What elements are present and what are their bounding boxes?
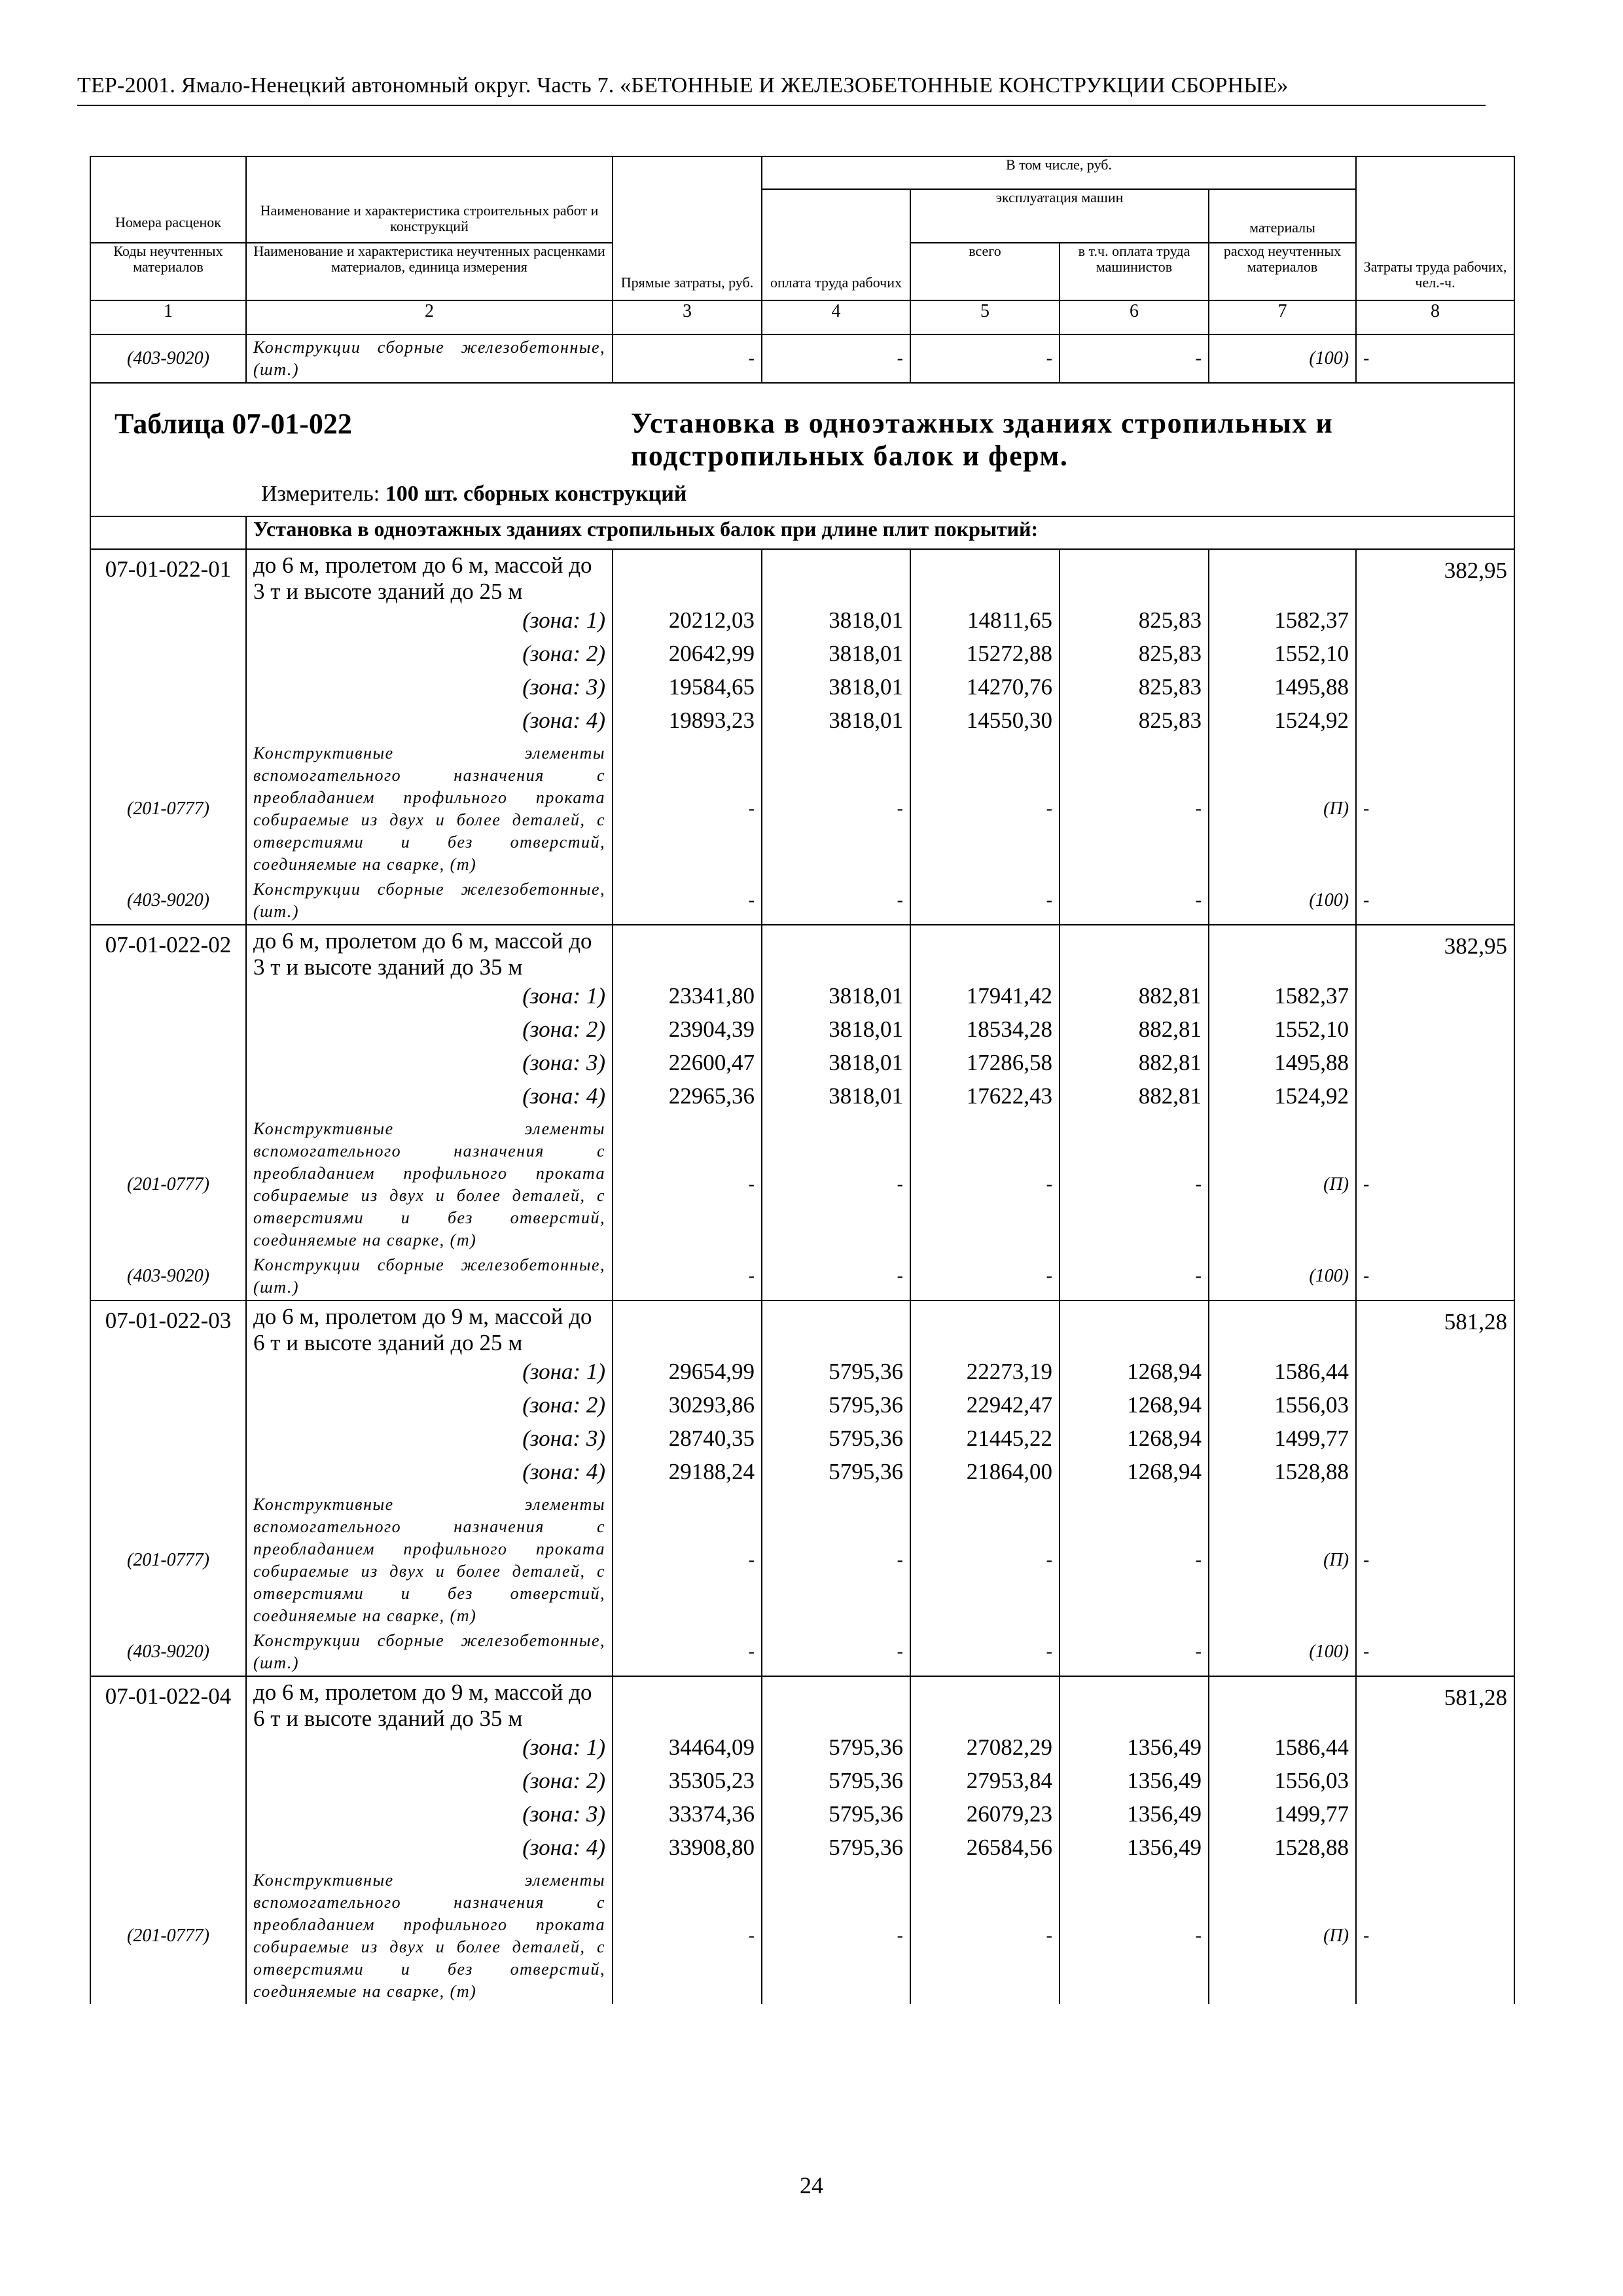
resource-c6: - (1060, 1117, 1209, 1253)
zone-c4: 3818,01 (762, 1050, 910, 1083)
resource-c5: - (910, 334, 1060, 383)
zone-label: (зона: 2) (246, 641, 613, 674)
header-col5: всего (910, 243, 1060, 300)
zone-c4: 5795,36 (762, 1801, 910, 1835)
resource-c5: - (910, 741, 1060, 877)
resource-name: Конструктивные элементы вспомогательного назначения с преобладанием профильного проката собираемые из двух и более деталей, с отверстиями и без отверстий, соединяемые на сварке, (т) (246, 741, 613, 877)
resource-c8: - (1356, 334, 1514, 383)
zone-label: (зона: 1) (246, 1359, 613, 1392)
zone-label: (зона: 2) (246, 1768, 613, 1801)
zone-c6: 882,81 (1060, 983, 1209, 1016)
resource-row (90, 1868, 1514, 2004)
zone-label: (зона: 1) (246, 983, 613, 1016)
header-col2-bottom: Наименование и характеристика неучтенных расценками материалов, единица измерения (246, 243, 613, 300)
resource-c3: - (613, 334, 762, 383)
zone-c7: 1499,77 (1209, 1426, 1356, 1459)
resource-row (90, 1492, 1514, 1628)
zone-c7: 1499,77 (1209, 1801, 1356, 1835)
zone-c4: 5795,36 (762, 1426, 910, 1459)
zone-c5: 18534,28 (910, 1016, 1060, 1050)
resource-name: Конструкции сборные железобетонные, (шт.) (246, 1628, 613, 1676)
resource-c8: - (1356, 1492, 1514, 1628)
section-heading: Установка в одноэтажных зданиях стропильных балок при длине плит покрытий: (246, 516, 1514, 549)
item-empty-cell (1060, 1300, 1209, 1359)
zone-c3: 22965,36 (613, 1083, 762, 1117)
header-rule (77, 105, 1486, 106)
item-code: 07-01-022-04 (90, 1676, 246, 1868)
item-name: до 6 м, пролетом до 6 м, массой до 3 т и высоте зданий до 25 м (246, 549, 613, 607)
column-number: 2 (246, 300, 613, 334)
resource-c7: (100) (1209, 877, 1356, 925)
zone-c3: 35305,23 (613, 1768, 762, 1801)
zone-c3: 23341,80 (613, 983, 762, 1016)
zone-c3: 19893,23 (613, 708, 762, 741)
item-empty-cell (1209, 1676, 1356, 1734)
zone-c6: 1268,94 (1060, 1426, 1209, 1459)
header-col1-top: Номера расценок (90, 156, 246, 243)
resource-c5: - (910, 1868, 1060, 2004)
item-empty-cell (613, 549, 762, 607)
item-empty-cell (762, 925, 910, 983)
zone-label: (зона: 4) (246, 708, 613, 741)
zone-c6: 1356,49 (1060, 1835, 1209, 1868)
column-number: 4 (762, 300, 910, 334)
item-labor: 581,28 (1356, 1676, 1514, 1868)
resource-code: (201-0777) (90, 1868, 246, 2004)
zone-c5: 14811,65 (910, 607, 1060, 641)
resource-c8: - (1356, 1253, 1514, 1300)
resource-c4: - (762, 1628, 910, 1676)
zone-label: (зона: 2) (246, 1392, 613, 1426)
measure-value: 100 шт. сборных конструкций (385, 482, 687, 506)
zone-c7: 1524,92 (1209, 1083, 1356, 1117)
item-empty-cell (910, 925, 1060, 983)
running-head: ТЕР-2001. Ямало-Ненецкий автономный округ. Часть 7. «БЕТОННЫЕ И ЖЕЛЕЗОБЕТОННЫЕ КОНСТРУКЦИИ СБОРНЫЕ» (77, 73, 1289, 98)
column-number: 6 (1060, 300, 1209, 334)
item-row (90, 1300, 1514, 1359)
zone-row (90, 1392, 1514, 1426)
zone-row (90, 708, 1514, 741)
measure-label: Измеритель: (261, 482, 385, 506)
resource-c7: (100) (1209, 1628, 1356, 1676)
zone-row (90, 1083, 1514, 1117)
price-table (90, 156, 1515, 2004)
zone-label: (зона: 3) (246, 1801, 613, 1835)
zone-c4: 3818,01 (762, 607, 910, 641)
resource-c3: - (613, 1868, 762, 2004)
resource-row (90, 1628, 1514, 1676)
resource-row (90, 1117, 1514, 1253)
header-col6: в т.ч. оплата труда машинистов (1060, 243, 1209, 300)
item-empty-cell (1060, 925, 1209, 983)
zone-c5: 14270,76 (910, 674, 1060, 708)
zone-c6: 825,83 (1060, 674, 1209, 708)
zone-c5: 22273,19 (910, 1359, 1060, 1392)
page-number: 24 (800, 2172, 823, 2198)
zone-c5: 26079,23 (910, 1801, 1060, 1835)
zone-c3: 23904,39 (613, 1016, 762, 1050)
zone-c4: 3818,01 (762, 1083, 910, 1117)
header-machines: эксплуатация машин (910, 189, 1209, 243)
zone-label: (зона: 4) (246, 1459, 613, 1492)
header-materials: материалы (1209, 189, 1356, 243)
table-title-row (90, 383, 1514, 516)
resource-c7: (П) (1209, 1868, 1356, 2004)
resource-code: (403-9020) (90, 877, 246, 925)
zone-row (90, 983, 1514, 1016)
resource-c7: (100) (1209, 1253, 1356, 1300)
zone-c7: 1528,88 (1209, 1835, 1356, 1868)
resource-name: Конструкции сборные железобетонные, (шт.) (246, 334, 613, 383)
resource-name: Конструктивные элементы вспомогательного назначения с преобладанием профильного проката собираемые из двух и более деталей, с отверстиями и без отверстий, соединяемые на сварке, (т) (246, 1117, 613, 1253)
item-labor: 382,95 (1356, 549, 1514, 741)
column-number: 8 (1356, 300, 1514, 334)
table-title: Установка в одноэтажных зданиях стропильных и подстропильных балок и ферм. (631, 407, 1334, 472)
resource-c6: - (1060, 334, 1209, 383)
zone-c5: 17286,58 (910, 1050, 1060, 1083)
zone-c7: 1556,03 (1209, 1768, 1356, 1801)
zone-row (90, 1801, 1514, 1835)
item-row (90, 549, 1514, 607)
resource-c8: - (1356, 1868, 1514, 2004)
resource-c4: - (762, 334, 910, 383)
zone-label: (зона: 3) (246, 1426, 613, 1459)
resource-c3: - (613, 1117, 762, 1253)
zone-c6: 1268,94 (1060, 1459, 1209, 1492)
zone-c6: 882,81 (1060, 1083, 1209, 1117)
zone-c7: 1528,88 (1209, 1459, 1356, 1492)
zone-c6: 1356,49 (1060, 1734, 1209, 1768)
item-empty-cell (613, 1300, 762, 1359)
resource-c8: - (1356, 1628, 1514, 1676)
zone-c4: 5795,36 (762, 1359, 910, 1392)
item-empty-cell (613, 925, 762, 983)
zone-row (90, 1016, 1514, 1050)
column-number: 5 (910, 300, 1060, 334)
price-sheet (90, 156, 1514, 2004)
header-col3: Прямые затраты, руб. (613, 156, 762, 300)
resource-c3: - (613, 1253, 762, 1300)
resource-c5: - (910, 877, 1060, 925)
zone-c7: 1552,10 (1209, 641, 1356, 674)
resource-c4: - (762, 1868, 910, 2004)
resource-c8: - (1356, 1117, 1514, 1253)
zone-label: (зона: 2) (246, 1016, 613, 1050)
resource-c3: - (613, 1492, 762, 1628)
resource-code: (403-9020) (90, 334, 246, 383)
resource-code: (403-9020) (90, 1628, 246, 1676)
zone-c7: 1586,44 (1209, 1359, 1356, 1392)
zone-c6: 1268,94 (1060, 1359, 1209, 1392)
zone-c7: 1582,37 (1209, 607, 1356, 641)
column-number-row (90, 300, 1514, 334)
resource-c5: - (910, 1117, 1060, 1253)
item-empty-cell (1209, 1300, 1356, 1359)
resource-code: (201-0777) (90, 1492, 246, 1628)
zone-c6: 1268,94 (1060, 1392, 1209, 1426)
resource-c6: - (1060, 1628, 1209, 1676)
zone-row (90, 607, 1514, 641)
zone-c5: 21445,22 (910, 1426, 1060, 1459)
zone-label: (зона: 3) (246, 674, 613, 708)
zone-c5: 17941,42 (910, 983, 1060, 1016)
resource-c4: - (762, 741, 910, 877)
header-col2-top: Наименование и характеристика строительных работ и конструкций (246, 156, 613, 243)
item-empty-cell (910, 1300, 1060, 1359)
resource-c5: - (910, 1628, 1060, 1676)
zone-c4: 5795,36 (762, 1835, 910, 1868)
zone-c7: 1495,88 (1209, 1050, 1356, 1083)
item-empty-cell (1060, 1676, 1209, 1734)
zone-c6: 825,83 (1060, 607, 1209, 641)
zone-c6: 1356,49 (1060, 1801, 1209, 1835)
resource-row (90, 741, 1514, 877)
item-empty-cell (762, 1300, 910, 1359)
zone-c5: 14550,30 (910, 708, 1060, 741)
column-number: 7 (1209, 300, 1356, 334)
zone-c3: 19584,65 (613, 674, 762, 708)
zone-c3: 20212,03 (613, 607, 762, 641)
zone-c5: 22942,47 (910, 1392, 1060, 1426)
resource-c4: - (762, 1253, 910, 1300)
item-labor: 382,95 (1356, 925, 1514, 1117)
zone-c6: 882,81 (1060, 1050, 1209, 1083)
zone-row (90, 1426, 1514, 1459)
item-row (90, 925, 1514, 983)
resource-c3: - (613, 1628, 762, 1676)
item-empty-cell (762, 1676, 910, 1734)
zone-row (90, 1768, 1514, 1801)
resource-c5: - (910, 1492, 1060, 1628)
resource-code: (403-9020) (90, 1253, 246, 1300)
resource-code: (201-0777) (90, 1117, 246, 1253)
zone-row (90, 1459, 1514, 1492)
item-code: 07-01-022-02 (90, 925, 246, 1117)
zone-row (90, 1734, 1514, 1768)
zone-c6: 825,83 (1060, 708, 1209, 741)
item-code: 07-01-022-03 (90, 1300, 246, 1492)
resource-name: Конструктивные элементы вспомогательного назначения с преобладанием профильного проката собираемые из двух и более деталей, с отверстиями и без отверстий, соединяемые на сварке, (т) (246, 1868, 613, 2004)
zone-c5: 21864,00 (910, 1459, 1060, 1492)
zone-row (90, 1835, 1514, 1868)
zone-c7: 1556,03 (1209, 1392, 1356, 1426)
resource-c8: - (1356, 741, 1514, 877)
table-number: Таблица 07-01-022 (115, 408, 352, 440)
zone-c6: 825,83 (1060, 641, 1209, 674)
item-labor: 581,28 (1356, 1300, 1514, 1492)
column-number: 1 (90, 300, 246, 334)
zone-c6: 1356,49 (1060, 1768, 1209, 1801)
zone-label: (зона: 3) (246, 1050, 613, 1083)
section-spacer (90, 516, 246, 549)
header-col1-bottom: Коды неучтенных материалов (90, 243, 246, 300)
resource-c4: - (762, 1117, 910, 1253)
item-name: до 6 м, пролетом до 6 м, массой до 3 т и высоте зданий до 35 м (246, 925, 613, 983)
resource-c5: - (910, 1253, 1060, 1300)
item-empty-cell (613, 1676, 762, 1734)
item-empty-cell (1209, 549, 1356, 607)
zone-c3: 22600,47 (613, 1050, 762, 1083)
item-empty-cell (910, 1676, 1060, 1734)
resource-c4: - (762, 1492, 910, 1628)
resource-c6: - (1060, 1868, 1209, 2004)
zone-c7: 1495,88 (1209, 674, 1356, 708)
resource-c7: (П) (1209, 741, 1356, 877)
zone-c7: 1586,44 (1209, 1734, 1356, 1768)
zone-label: (зона: 4) (246, 1835, 613, 1868)
zone-c4: 3818,01 (762, 1016, 910, 1050)
zone-c3: 33908,80 (613, 1835, 762, 1868)
column-number: 3 (613, 300, 762, 334)
resource-name: Конструктивные элементы вспомогательного назначения с преобладанием профильного проката собираемые из двух и более деталей, с отверстиями и без отверстий, соединяемые на сварке, (т) (246, 1492, 613, 1628)
resource-c6: - (1060, 741, 1209, 877)
resource-c3: - (613, 741, 762, 877)
zone-label: (зона: 1) (246, 607, 613, 641)
zone-c7: 1582,37 (1209, 983, 1356, 1016)
header-row-1 (90, 156, 1514, 189)
resource-c7: (100) (1209, 334, 1356, 383)
zone-label: (зона: 1) (246, 1734, 613, 1768)
zone-c5: 27953,84 (910, 1768, 1060, 1801)
zone-c3: 28740,35 (613, 1426, 762, 1459)
item-empty-cell (910, 549, 1060, 607)
zone-c5: 27082,29 (910, 1734, 1060, 1768)
zone-row (90, 1359, 1514, 1392)
zone-c3: 34464,09 (613, 1734, 762, 1768)
zone-c7: 1552,10 (1209, 1016, 1356, 1050)
table-title-cell (90, 383, 1514, 516)
table-title-block (98, 384, 1507, 516)
resource-row (90, 877, 1514, 925)
measure-line (261, 482, 687, 507)
zone-row (90, 674, 1514, 708)
zone-c3: 30293,86 (613, 1392, 762, 1426)
header-col4: оплата труда рабочих (762, 189, 910, 300)
zone-c4: 3818,01 (762, 674, 910, 708)
resource-c7: (П) (1209, 1492, 1356, 1628)
header-col8: Затраты труда рабочих, чел.-ч. (1356, 156, 1514, 300)
carry-over-resource-row (90, 334, 1514, 383)
zone-c5: 26584,56 (910, 1835, 1060, 1868)
resource-c6: - (1060, 877, 1209, 925)
resource-c7: (П) (1209, 1117, 1356, 1253)
item-code: 07-01-022-01 (90, 549, 246, 741)
resource-name: Конструкции сборные железобетонные, (шт.) (246, 1253, 613, 1300)
section-row (90, 516, 1514, 549)
zone-c4: 5795,36 (762, 1392, 910, 1426)
item-row (90, 1676, 1514, 1734)
zone-c4: 5795,36 (762, 1768, 910, 1801)
zone-c5: 17622,43 (910, 1083, 1060, 1117)
resource-c8: - (1356, 877, 1514, 925)
resource-row (90, 1253, 1514, 1300)
item-empty-cell (1060, 549, 1209, 607)
zone-c3: 20642,99 (613, 641, 762, 674)
zone-c7: 1524,92 (1209, 708, 1356, 741)
item-empty-cell (1209, 925, 1356, 983)
resource-code: (201-0777) (90, 741, 246, 877)
zone-row (90, 641, 1514, 674)
header-col7: расход неучтенных материалов (1209, 243, 1356, 300)
zone-c3: 33374,36 (613, 1801, 762, 1835)
item-empty-cell (762, 549, 910, 607)
zone-c4: 3818,01 (762, 708, 910, 741)
item-name: до 6 м, пролетом до 9 м, массой до 6 т и высоте зданий до 35 м (246, 1676, 613, 1734)
zone-c4: 3818,01 (762, 983, 910, 1016)
zone-c3: 29188,24 (613, 1459, 762, 1492)
zone-c4: 5795,36 (762, 1734, 910, 1768)
zone-c5: 15272,88 (910, 641, 1060, 674)
resource-c3: - (613, 877, 762, 925)
zone-label: (зона: 4) (246, 1083, 613, 1117)
zone-c4: 3818,01 (762, 641, 910, 674)
resource-c4: - (762, 877, 910, 925)
zone-c4: 5795,36 (762, 1459, 910, 1492)
resource-name: Конструкции сборные железобетонные, (шт.) (246, 877, 613, 925)
resource-c6: - (1060, 1253, 1209, 1300)
zone-c3: 29654,99 (613, 1359, 762, 1392)
zone-c6: 882,81 (1060, 1016, 1209, 1050)
zone-row (90, 1050, 1514, 1083)
item-name: до 6 м, пролетом до 9 м, массой до 6 т и высоте зданий до 25 м (246, 1300, 613, 1359)
resource-c6: - (1060, 1492, 1209, 1628)
header-group: В том числе, руб. (762, 156, 1356, 189)
